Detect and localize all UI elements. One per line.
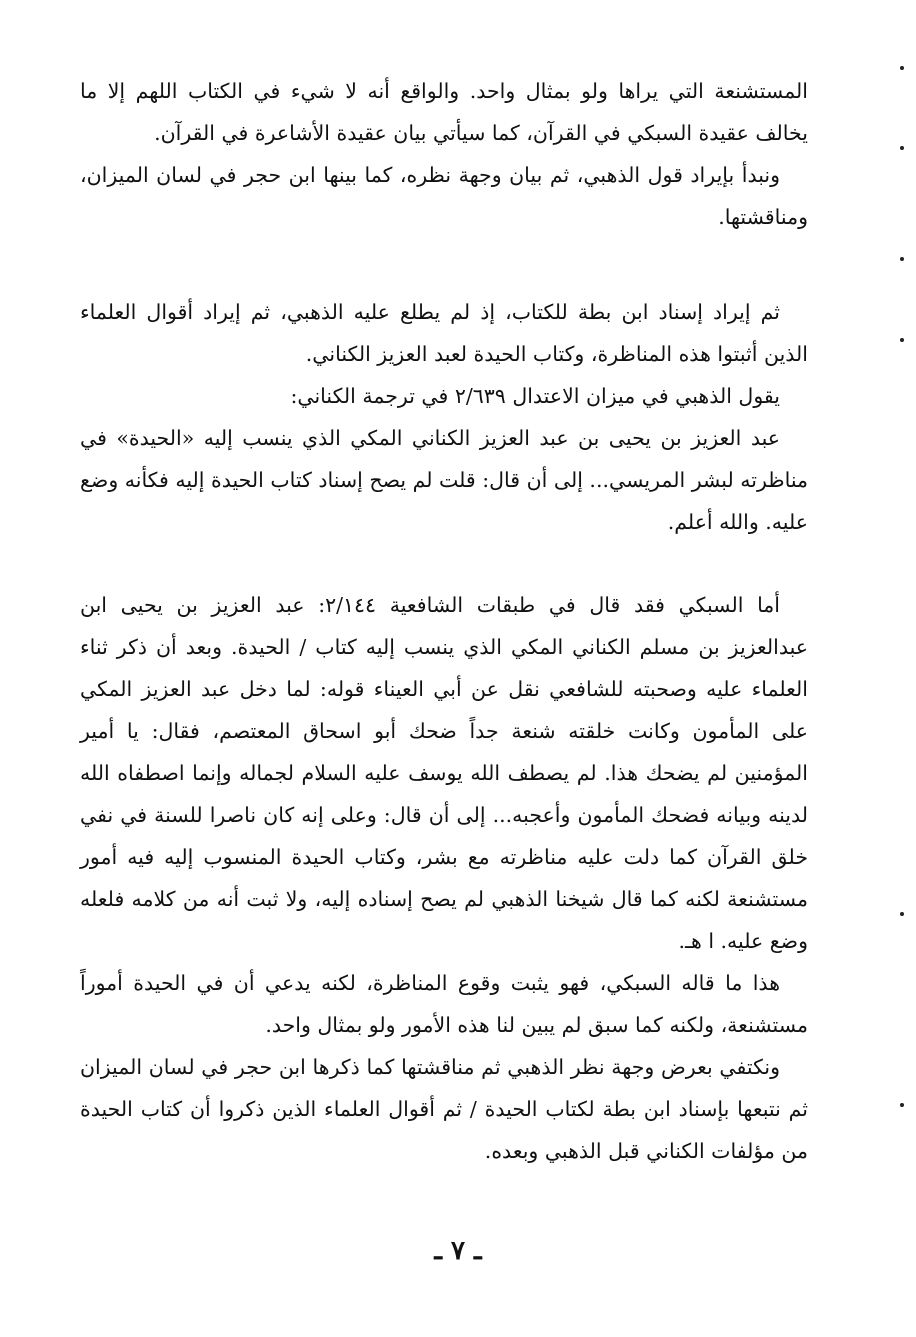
- margin-speck: [900, 257, 904, 261]
- paragraph: ونبدأ بإيراد قول الذهبي، ثم بيان وجهة نظره، كما بينها ابن حجر في لسان الميزان، ومناقشتها.: [80, 163, 808, 229]
- margin-speck: [900, 912, 904, 916]
- text-section-1: [80, 70, 808, 238]
- text-section-2: [80, 291, 808, 543]
- margin-speck: [900, 146, 904, 150]
- margin-speck: [900, 66, 904, 70]
- paragraph: أما السبكي فقد قال في طبقات الشافعية ٢/١٤٤: عبد العزيز بن يحيى ابن عبدالعزيز بن مسلم الكناني المكي الذي ينسب إليه كتاب / الحيدة. وبعد أن ذكر ثناء العلماء عليه وصحبته للشافعي نقل عن أبي العيناء قوله: لما دخل عبد العزيز المكي على المأمون وكانت خلقته شنعة جداً ضحك أبو اسحاق المعتصم، فقال: يا أمير المؤمنين لم يضحك هذا. لم يصطف الله يوسف عليه السلام لجماله وإنما اصطفاه الله لدينه وبيانه فضحك المأمون وأعجبه... إلى أن قال: وعلى إنه كان ناصرا للسنة في نفي خلق القرآن كما دلت عليه مناظرته مع بشر، وكتاب الحيدة المنسوب إليه فيه أمور مستشنعة لكنه كما قال شيخنا الذهبي لم يصح إسناده إليه، ولا ثبت أنه من كلامه فلعله وضع عليه. ا هـ.: [80, 593, 808, 953]
- margin-speck: [900, 338, 904, 342]
- margin-speck: [900, 1103, 904, 1107]
- paragraph: يقول الذهبي في ميزان الاعتدال ٢/٦٣٩ في ترجمة الكناني:: [290, 384, 780, 408]
- page-number: ـ ٧ ـ: [434, 1236, 482, 1266]
- paragraph: عبد العزيز بن يحيى بن عبد العزيز الكناني المكي الذي ينسب إليه «الحيدة» في مناظرته لبشر المريسي... إلى أن قال: قلت لم يصح إسناد كتاب الحيدة إليه فكأنه وضع عليه. والله أعلم.: [80, 426, 808, 534]
- paragraph: ثم إيراد إسناد ابن بطة للكتاب، إذ لم يطلع عليه الذهبي، ثم إيراد أقوال العلماء الذين أثبتوا هذه المناظرة، وكتاب الحيدة لعبد العزيز الكناني.: [80, 300, 808, 366]
- text-section-3: [80, 584, 808, 1172]
- paragraph: المستشنعة التي يراها ولو بمثال واحد. والواقع أنه لا شيء في الكتاب اللهم إلا ما يخالف عقيدة السبكي في القرآن، كما سيأتي بيان عقيدة الأشاعرة في القرآن.: [80, 79, 808, 145]
- paragraph: ونكتفي بعرض وجهة نظر الذهبي ثم مناقشتها كما ذكرها ابن حجر في لسان الميزان ثم نتبعها بإسناد ابن بطة لكتاب الحيدة / ثم أقوال العلماء الذين ذكروا أن كتاب الحيدة من مؤلفات الكناني قبل الذهبي وبعده.: [80, 1055, 808, 1163]
- paragraph: هذا ما قاله السبكي، فهو يثبت وقوع المناظرة، لكنه يدعي أن في الحيدة أموراً مستشنعة، ولكنه كما سبق لم يبين لنا هذه الأمور ولو بمثال واحد.: [80, 971, 808, 1037]
